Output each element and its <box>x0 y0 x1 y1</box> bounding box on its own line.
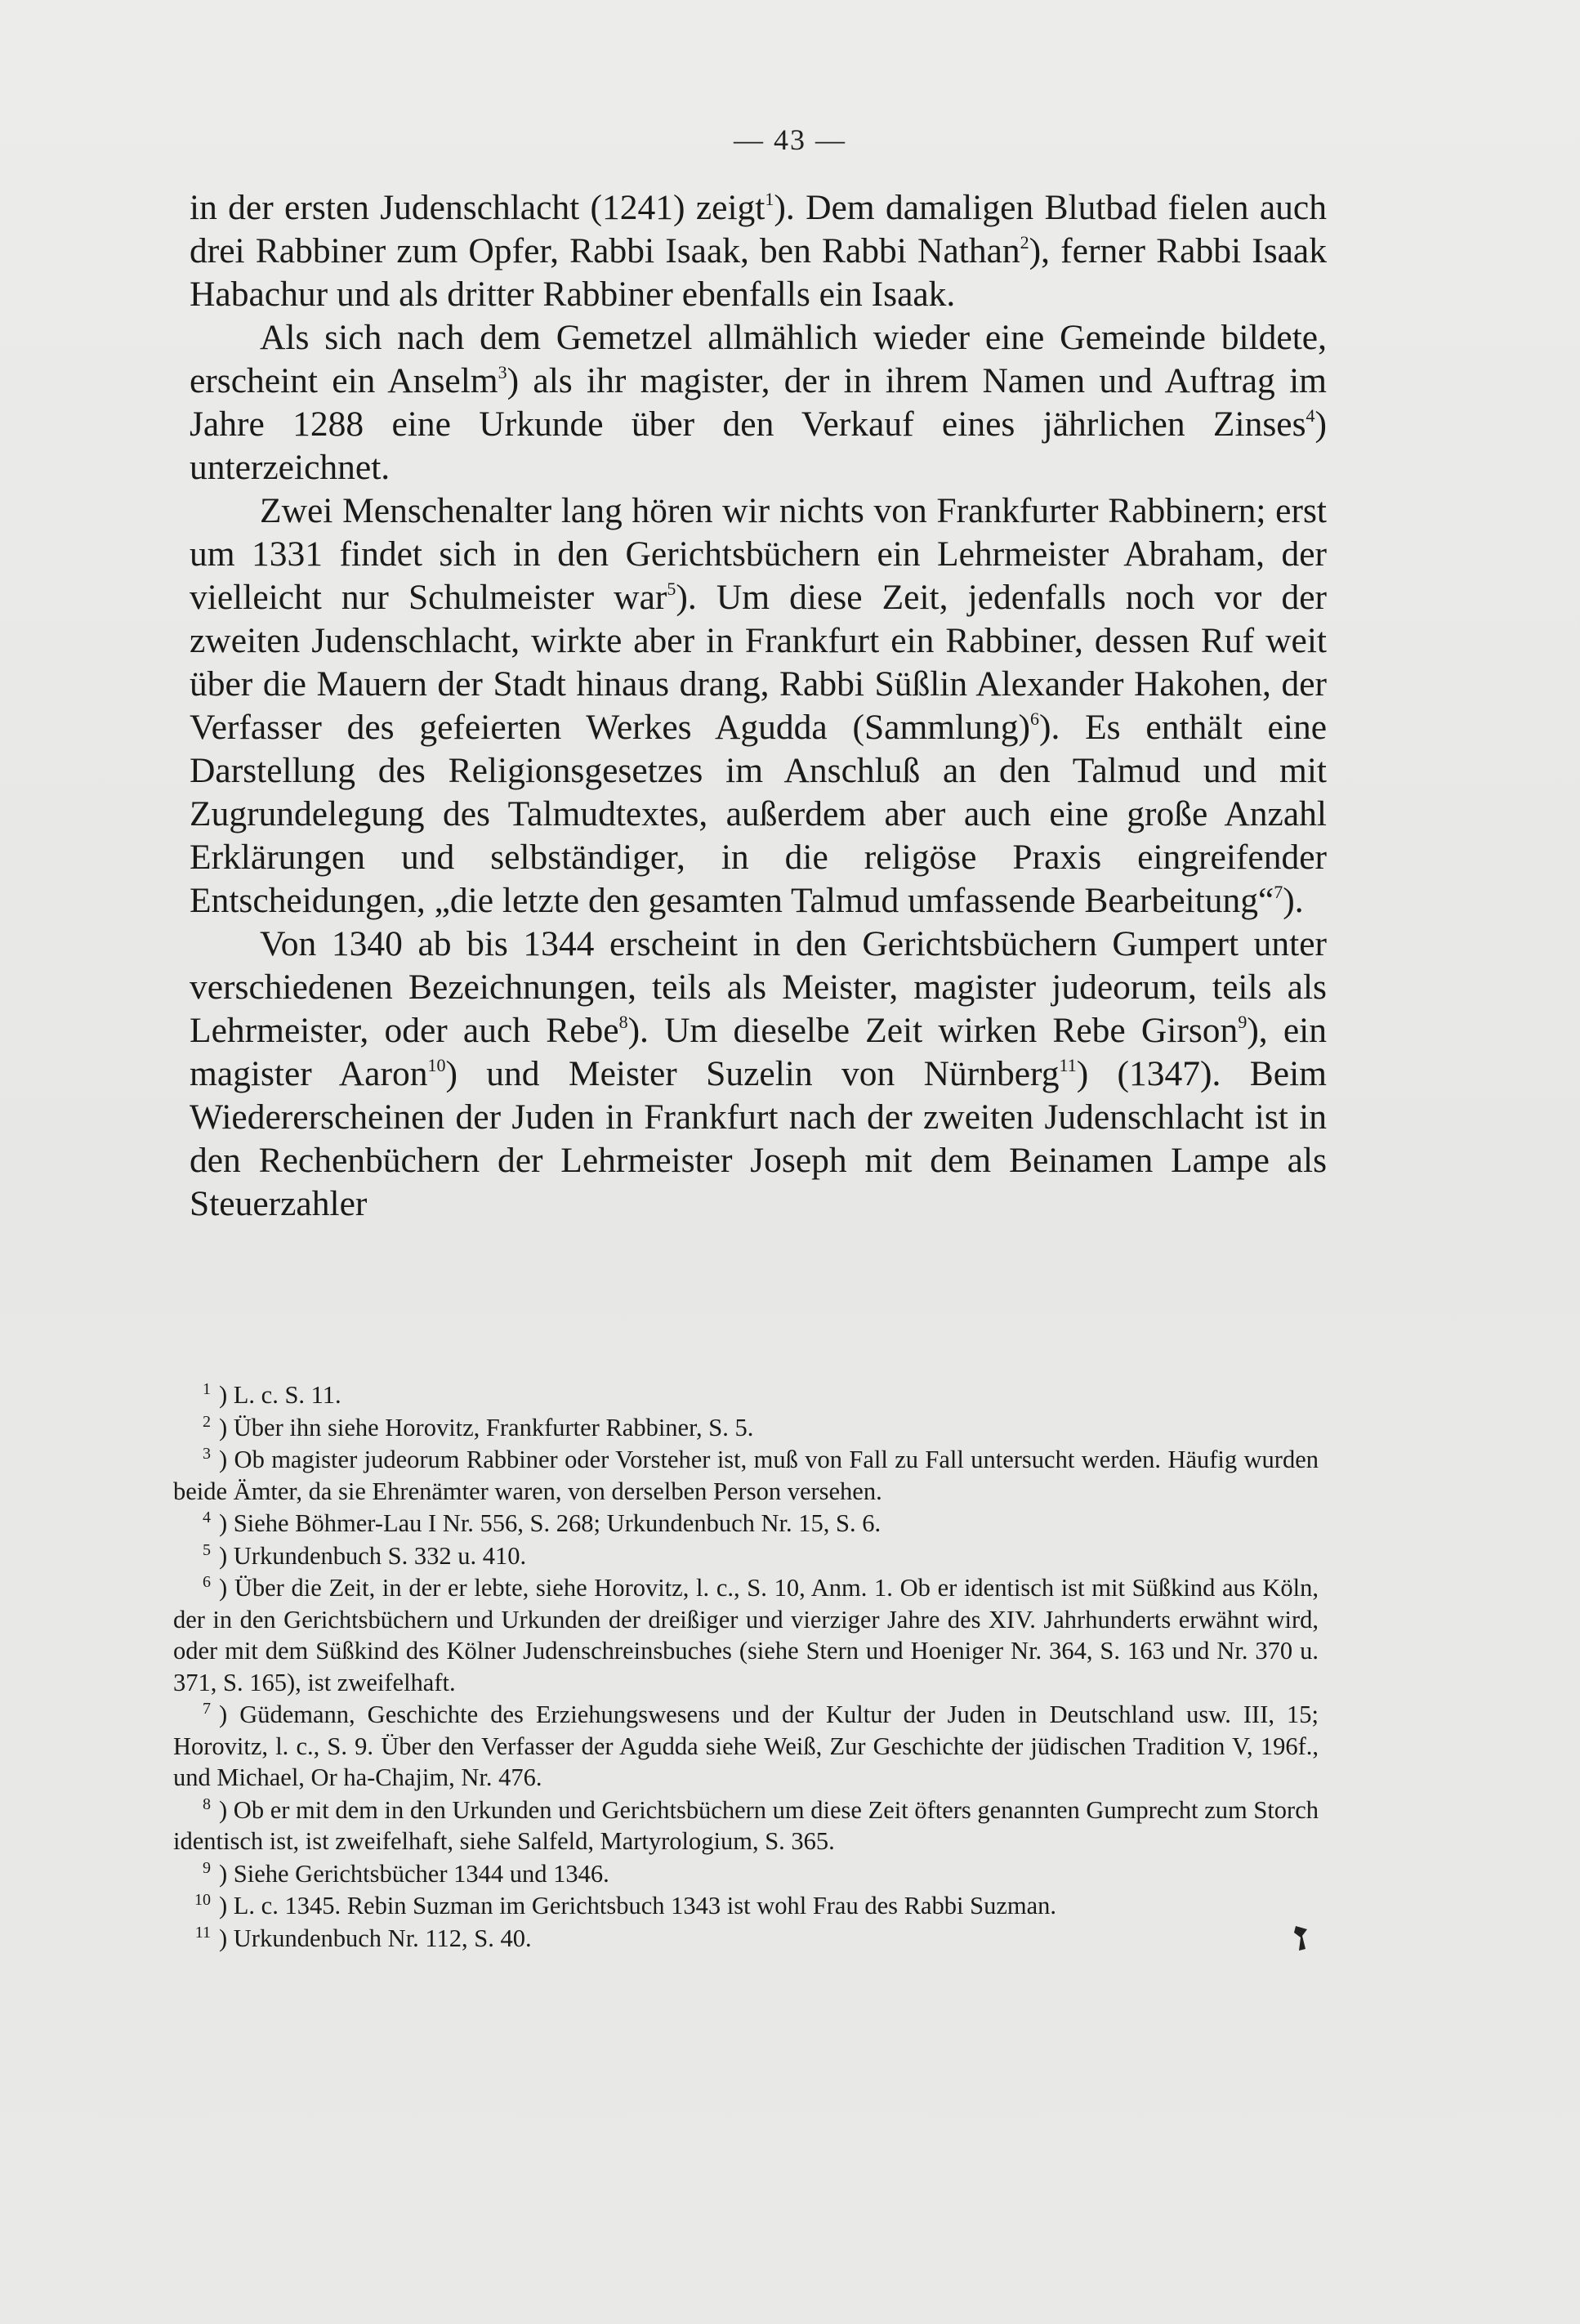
paragraph-text: Von 1340 ab bis 1344 erscheint in den Gerichtsbüchern Gumpert unter verschiedenen Bezeichnungen, teils als Meister, magister judeorum, teils als Lehrmeister, oder auch Rebe <box>190 924 1327 1050</box>
footnote-mark: 8 <box>203 1794 211 1813</box>
footnote-mark: 1 <box>203 1379 211 1398</box>
paragraph-text: ) (1347). Beim Wiedererscheinen der Juden in Frankfurt nach der zweiten Judenschlacht ist in den Rechenbüchern der Lehrmeister Joseph mit dem Beinamen Lampe als Steuerzahler <box>190 1054 1327 1223</box>
footnote <box>173 1444 1319 1507</box>
footnote-reference: 3 <box>498 361 507 382</box>
footnote-text: ) Siehe Gerichtsbücher 1344 und 1346. <box>219 1859 609 1888</box>
paragraph <box>190 186 1327 316</box>
footnote <box>173 1379 1319 1411</box>
footnote <box>173 1508 1319 1540</box>
footnote <box>173 1412 1319 1444</box>
paragraph-text: ). Dem damaligen Blutbad fielen auch drei Rabbiner zum Opfer, Rabbi Isaak, ben Rabbi Nathan <box>190 188 1327 270</box>
paragraph-text: ). <box>1283 881 1304 920</box>
paragraph-text: ). Es enthält eine Darstellung des Religionsgesetzes im Anschluß an den Talmud und mit Zugrundelegung des Talmudtextes, außerdem aber auch eine große Anzahl Erklärungen und selbständiger, in die religöse Praxis eingreifender Entscheidungen, „die letzte den gesamten Talmud umfassende Bearbeitung“ <box>190 708 1327 920</box>
footnote-text: ) L. c. 1345. Rebin Suzman im Gerichtsbuch 1343 ist wohl Frau des Rabbi Suzman. <box>219 1892 1056 1920</box>
footnote-reference: 5 <box>667 578 676 599</box>
paragraph-text: Zwei Menschenalter lang hören wir nichts von Frankfurter Rabbinern; erst um 1331 findet sich in den Gerichtsbüchern ein Lehrmeister Abraham, der vielleicht nur Schulmeister war <box>190 491 1327 617</box>
footnote-reference: 11 <box>1059 1054 1077 1075</box>
footnote-text: ) Siehe Böhmer-Lau I Nr. 556, S. 268; Urkundenbuch Nr. 15, S. 6. <box>219 1509 881 1537</box>
footnote-text: ) Urkundenbuch S. 332 u. 410. <box>219 1541 527 1570</box>
footnote <box>173 1923 1319 1955</box>
paragraph-text: in der ersten Judenschlacht (1241) zeigt <box>190 188 765 227</box>
footnote <box>173 1699 1319 1794</box>
paragraph-text: ) als ihr magister, der in ihrem Namen und Auftrag im Jahre 1288 eine Urkunde über den Verkauf eines jährlichen Zinses <box>190 361 1327 444</box>
footnote-text: ) Über ihn siehe Horovitz, Frankfurter Rabbiner, S. 5. <box>219 1413 754 1441</box>
footnote-reference: 10 <box>427 1054 446 1075</box>
footnotes <box>173 1379 1319 1955</box>
footnote-mark: 2 <box>203 1412 211 1431</box>
footnote-reference: 2 <box>1020 231 1029 253</box>
paragraph-text: ) und Meister Suzelin von Nürnberg <box>445 1054 1060 1093</box>
footnote-text: ) Urkundenbuch Nr. 112, S. 40. <box>219 1924 532 1952</box>
footnote-reference: 7 <box>1274 881 1283 902</box>
paragraph <box>190 316 1327 489</box>
paragraph <box>190 489 1327 923</box>
footnote-mark: 5 <box>203 1540 211 1559</box>
paragraph-text: ). Um diese Zeit, jedenfalls noch vor der zweiten Judenschlacht, wirkte aber in Frankfurt ein Rabbiner, dessen Ruf weit über die Mauern der Stadt hinaus drang, Rabbi Süßlin Alexander Hakohen, der Verfasser des gefeierten Werkes Agudda (Sammlung) <box>190 578 1327 747</box>
footnote-text: ) Über die Zeit, in der er lebte, siehe Horovitz, l. c., S. 10, Anm. 1. Ob er identisch ist mit Süßkind aus Köln, der in den Gerichtsbüchern und Urkunden der dreißiger und vierziger Jahre des XIV. Jahrhunderts erwähnt wird, oder mit dem Süßkind des Kölner Judenschreinsbuches (siehe Stern und Hoeniger Nr. 364, S. 163 und Nr. 370 u. 371, S. 165), ist zweifelhaft. <box>173 1574 1319 1696</box>
paragraph-text: ) unterzeichnet. <box>190 404 1327 487</box>
footnote-reference: 9 <box>1238 1011 1247 1032</box>
footnote-reference: 1 <box>765 188 774 209</box>
main-text <box>190 186 1327 1226</box>
footnote <box>173 1858 1319 1890</box>
page-number: — 43 — <box>734 123 846 156</box>
footnote-reference: 6 <box>1029 708 1039 729</box>
footnote-text: ) L. c. S. 11. <box>219 1381 341 1409</box>
footnote-reference: 4 <box>1306 404 1315 426</box>
footnote-mark: 6 <box>203 1572 211 1591</box>
footnote-mark: 9 <box>203 1858 211 1877</box>
footnote-mark: 3 <box>203 1444 211 1463</box>
paragraph-text: ), ein magister Aaron <box>190 1011 1327 1093</box>
footnote-text: ) Güdemann, Geschichte des Erziehungswesens und der Kultur der Juden in Deutschland usw. III, 15; Horovitz, l. c., S. 9. Über den Verfasser der Agudda siehe Weiß, Zur Geschichte der jüdischen Tradition V, 196f., und Michael, Or ha-Chajim, Nr. 476. <box>173 1701 1319 1791</box>
footnote <box>173 1890 1319 1922</box>
paragraph-text: ). Um dieselbe Zeit wirken Rebe Girson <box>627 1011 1239 1050</box>
footnote-mark: 11 <box>194 1923 211 1942</box>
footnote-text: ) Ob magister judeorum Rabbiner oder Vorsteher ist, muß von Fall zu Fall untersucht werden. Häufig wurden beide Ämter, da sie Ehrenämter waren, von derselben Person versehen. <box>173 1446 1319 1505</box>
paragraph <box>190 923 1327 1226</box>
footnote-reference: 8 <box>618 1011 628 1032</box>
footnote <box>173 1540 1319 1572</box>
footnote-mark: 4 <box>203 1508 211 1526</box>
paragraph-text: ), ferner Rabbi Isaak Habachur und als dritter Rabbiner ebenfalls ein Isaak. <box>190 231 1327 314</box>
footnote <box>173 1794 1319 1857</box>
paragraph-text: Als sich nach dem Gemetzel allmählich wieder eine Gemeinde bildete, erscheint ein Anselm <box>190 318 1327 400</box>
footnote-text: ) Ob er mit dem in den Urkunden und Gerichtsbüchern um diese Zeit öfters genannten Gumprecht zum Storch identisch ist, ist zweifelhaft, siehe Salfeld, Martyrologium, S. 365. <box>173 1795 1319 1855</box>
footnote <box>173 1572 1319 1698</box>
ink-blot-icon <box>1292 1924 1310 1952</box>
footnote-mark: 10 <box>194 1890 211 1909</box>
footnote-mark: 7 <box>203 1699 211 1718</box>
